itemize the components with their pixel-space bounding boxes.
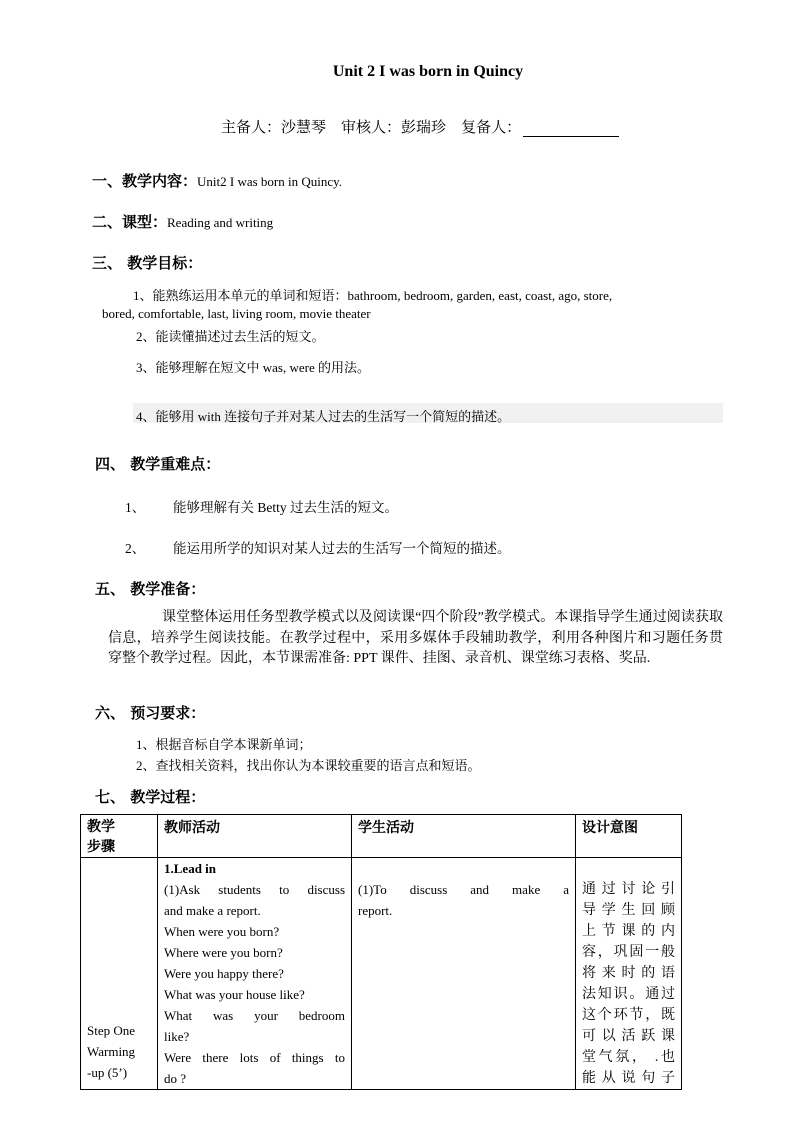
- design-line: 能从说句子: [582, 1071, 675, 1086]
- header-student: 学生活动: [352, 815, 576, 858]
- reviewer-label: 审核人：: [341, 120, 402, 136]
- student-cell: [352, 858, 576, 1090]
- design-line: 法知识。通过: [582, 987, 675, 1002]
- student-line: (1)To discuss and make a: [358, 882, 569, 897]
- teacher-line: (1)Ask students to discuss: [164, 882, 345, 897]
- student-line: report.: [358, 903, 393, 918]
- co-preparer-label: 复备人：: [461, 120, 522, 136]
- teacher-line: What was your house like?: [164, 987, 305, 1002]
- section-goals-heading: 三、 教学目标：: [92, 254, 203, 272]
- section-preparation-heading: 五、 教学准备：: [95, 580, 206, 598]
- header-step: [81, 815, 158, 858]
- section-value: Reading and writing: [167, 215, 274, 230]
- key-point-text: 能运用所学的知识对某人过去的生活写一个简短的描述。: [173, 541, 511, 556]
- table-header-row: [81, 815, 682, 858]
- design-line: 上节课的内: [582, 924, 675, 939]
- goal-item: 3、能够理解在短文中 was, were 的用法。: [136, 360, 370, 375]
- preparer-label: 主备人：: [221, 120, 282, 136]
- design-line: 这个环节，既: [582, 1008, 675, 1023]
- header-step-line: 教学: [87, 819, 115, 835]
- design-line: 容，巩固一般: [582, 945, 675, 960]
- preview-item: 2、查找相关资料，找出你认为本课较重要的语言点和短语。: [136, 758, 481, 773]
- co-preparer-blank: [523, 120, 619, 137]
- key-point-text: 能够理解有关 Betty 过去生活的短文。: [173, 500, 398, 515]
- goal-item: 2、能读懂描述过去生活的短文。: [136, 329, 325, 344]
- teacher-line: and make a report.: [164, 903, 261, 918]
- teacher-title: 1.Lead in: [164, 861, 217, 876]
- preparer-name: 沙慧琴: [281, 120, 327, 136]
- section-content: [92, 170, 342, 191]
- teacher-line: do ?: [164, 1071, 187, 1086]
- teacher-line: Where were you born?: [164, 945, 283, 960]
- section-heading: 一、教学内容：: [92, 172, 198, 190]
- goal-item: 1、能熟练运用本单元的单词和短语：bathroom, bedroom, garden, east, coast, ago, store,: [133, 288, 613, 303]
- byline: [221, 116, 619, 137]
- header-design: 设计意图: [576, 815, 682, 858]
- design-line: 通过讨论引: [582, 882, 675, 897]
- teacher-line: What was your bedroom: [164, 1008, 345, 1023]
- design-line: 可以活跃课: [582, 1029, 675, 1044]
- teacher-cell: [158, 858, 352, 1090]
- section-heading: 二、课型：: [92, 213, 168, 231]
- key-point-number: 1、: [125, 500, 146, 515]
- teacher-line: Were you happy there?: [164, 966, 284, 981]
- goal-item: 4、能够用 with 连接句子并对某人过去的生活写一个简短的描述。: [136, 409, 511, 424]
- key-point-number: 2、: [125, 541, 146, 556]
- section-preview-heading: 六、 预习要求：: [95, 704, 206, 722]
- table-row: [81, 858, 682, 1090]
- step-line: Step One: [87, 1023, 136, 1038]
- section-type: [92, 211, 273, 232]
- teacher-line: Were there lots of things to: [164, 1050, 345, 1065]
- teacher-line: When were you born?: [164, 924, 280, 939]
- section-value: Unit2 I was born in Quincy.: [197, 174, 343, 189]
- teacher-line: like?: [164, 1029, 190, 1044]
- step-cell: [81, 858, 158, 1090]
- goal-item: bored, comfortable, last, living room, movie theater: [102, 306, 371, 321]
- header-teacher: 教师活动: [158, 815, 352, 858]
- header-step-line: 步骤: [87, 839, 115, 855]
- preview-item: 1、根据音标自学本课新单词；: [136, 737, 312, 752]
- step-line: -up (5’): [87, 1065, 128, 1080]
- document-title: Unit 2 I was born in Quincy: [332, 63, 524, 80]
- preparation-text: 课堂整体运用任务型教学模式以及阅读课“四个阶段”教学模式。本课指导学生通过阅读获取信息，培养学生阅读技能。在教学过程中，采用多媒体手段辅助教学，利用各种图片和习题任务贯穿整个教学过程。因此，本节课需准备: PPT 课件、挂图、录音机、课堂练习表格、奖品.: [108, 610, 723, 666]
- section-key-points-heading: 四、 教学重难点：: [95, 455, 221, 473]
- design-line: 堂气氛， .也: [582, 1050, 675, 1065]
- design-line: 将来时的语: [582, 966, 675, 981]
- process-table: [80, 814, 682, 1090]
- design-line: 导学生回顾: [582, 903, 675, 918]
- preparation-paragraph: [108, 608, 723, 670]
- section-process-heading: 七、 教学过程：: [95, 788, 206, 806]
- design-cell: [576, 858, 682, 1090]
- step-line: Warming: [87, 1044, 136, 1059]
- reviewer-name: 彭瑞珍: [401, 120, 447, 136]
